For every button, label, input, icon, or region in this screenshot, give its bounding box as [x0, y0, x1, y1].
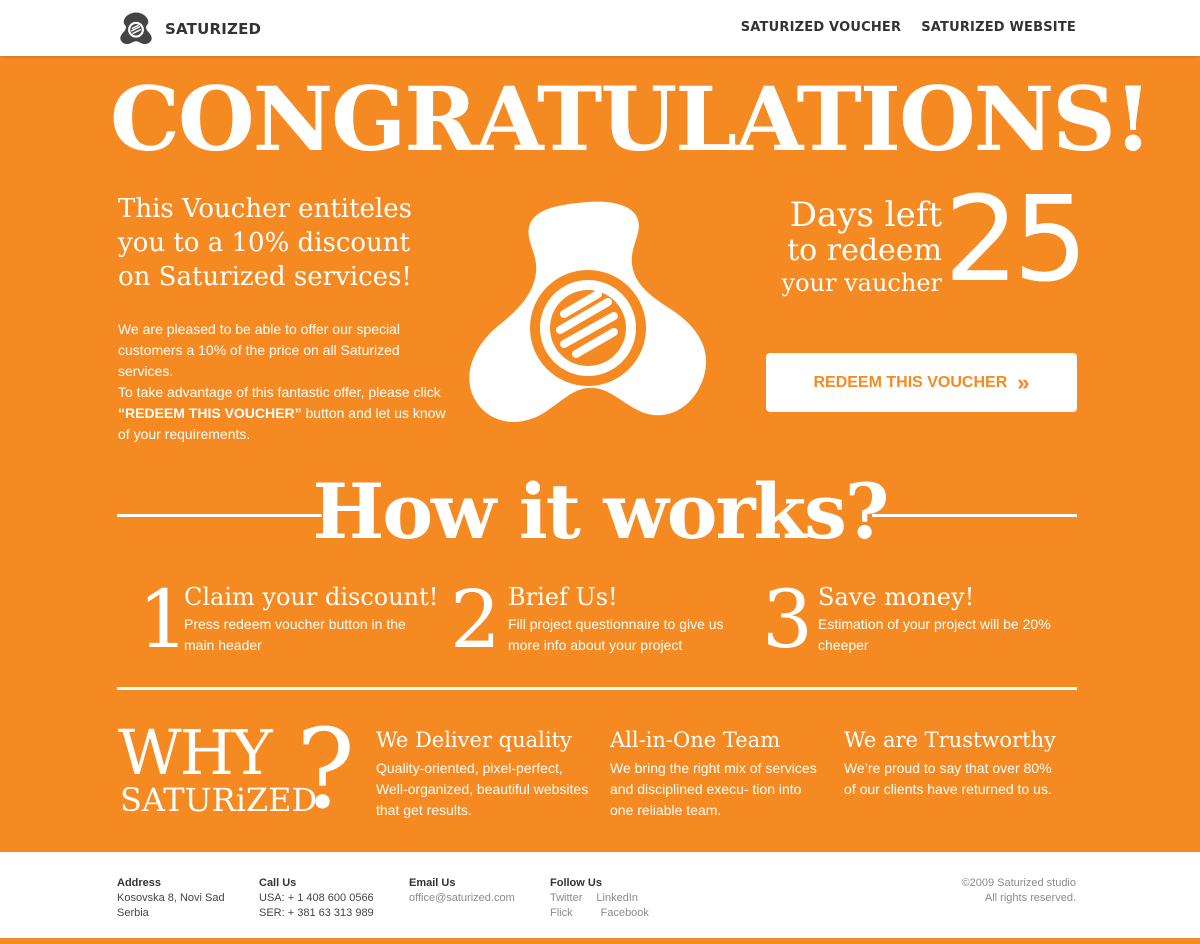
how-it-works-title: How it works?	[312, 467, 888, 556]
description-paragraph-1: We are pleased to be able to offer our special customers a 10% of the price on all Saturized services.	[118, 321, 400, 379]
nav-saturized-voucher[interactable]: SATURIZED VOUCHER	[740, 20, 902, 35]
footer-stripe	[0, 938, 1200, 944]
main-nav	[741, 20, 1076, 35]
saturized-logo-icon	[117, 11, 155, 47]
how-it-works-rule-left	[117, 514, 322, 517]
description-emphasis: “REDEEM THIS VOUCHER”	[118, 405, 302, 421]
days-left-line-2: to redeem	[787, 233, 942, 268]
voucher-description	[118, 319, 448, 445]
feature-team	[610, 726, 825, 821]
footer-address	[117, 876, 225, 921]
days-left-line-1: Days left	[789, 195, 942, 235]
brand-name: SATURIZED	[165, 20, 262, 38]
description-paragraph-2-start: To take advantage of this fantastic offer, please click	[118, 384, 441, 400]
copyright	[961, 876, 1076, 906]
feature-title: All-in-One Team	[610, 728, 781, 752]
double-chevron-right-icon: »	[1017, 369, 1030, 395]
phone-usa: USA: + 1 408 600 0566	[259, 892, 374, 904]
email-link[interactable]: office@saturized.com	[409, 892, 515, 904]
address-line-1: Kosovska 8, Novi Sad	[117, 892, 225, 904]
footer-heading: Email Us	[409, 877, 456, 889]
phone-serbia: SER: + 381 63 313 989	[259, 907, 374, 919]
footer-heading: Call Us	[259, 877, 297, 889]
footer-heading: Address	[117, 877, 162, 889]
footer-call	[259, 876, 374, 921]
footer-heading: Follow Us	[550, 877, 602, 889]
why-line-2: SATURiZED	[120, 781, 318, 819]
footer	[0, 852, 1200, 938]
flick-link[interactable]: Flick	[550, 907, 573, 919]
question-mark: ?	[296, 705, 355, 833]
brand-logo[interactable]	[117, 11, 261, 47]
congratulations-headline: CONGRATULATIONS!	[110, 67, 1151, 171]
feature-description: Quality-oriented, pixel-perfect, Well-organized, beautiful websites that get results.	[376, 760, 589, 818]
section-divider	[117, 687, 1077, 690]
feature-trust	[844, 726, 1059, 800]
saturized-emblem-icon	[468, 198, 708, 438]
redeem-voucher-label: REDEEM THIS VOUCHER	[813, 373, 1008, 391]
footer-follow	[550, 876, 649, 921]
nav-saturized-website[interactable]: SATURIZED WEBSITE	[921, 20, 1076, 35]
step-title: Claim your discount!	[184, 583, 439, 611]
feature-quality	[376, 726, 591, 821]
days-left-line-3: your vaucher	[781, 269, 942, 297]
step-description: Fill project questionnaire to give us more info about your project	[508, 616, 724, 653]
how-it-works-rule-right	[872, 514, 1077, 517]
step-title: Save money!	[818, 583, 975, 611]
step-description: Estimation of your project will be 20% cheeper	[818, 616, 1051, 653]
days-left-label	[766, 196, 942, 298]
days-left-count: 25	[944, 170, 1083, 308]
step-number: 2	[450, 573, 501, 666]
feature-title: We Deliver quality	[376, 728, 572, 752]
feature-description: We bring the right mix of services and disciplined execu- tion into one reliable team.	[610, 760, 817, 818]
top-bar	[0, 0, 1200, 56]
linkedin-link[interactable]: LinkedIn	[596, 892, 638, 904]
step-number: 1	[138, 573, 189, 666]
description-paragraph-2-end: button and let us know of your requirements.	[118, 405, 446, 442]
step-description: Press redeem voucher button in the main header	[184, 616, 406, 653]
copyright-line-1: ©2009 Saturized studio	[961, 877, 1076, 889]
twitter-link[interactable]: Twitter	[550, 892, 583, 904]
feature-title: We are Trustworthy	[844, 728, 1056, 752]
voucher-lead-text: This Voucher entiteles you to a 10% discount on Saturized services!	[118, 194, 412, 292]
step-number: 3	[762, 573, 813, 666]
copyright-line-2: All rights reserved.	[984, 892, 1076, 904]
why-line-1: WHY	[118, 716, 271, 789]
footer-email	[409, 876, 515, 906]
facebook-link[interactable]: Facebook	[600, 907, 649, 919]
step-title: Brief Us!	[508, 583, 618, 611]
address-line-2: Serbia	[117, 907, 149, 919]
redeem-voucher-button[interactable]	[766, 353, 1077, 412]
feature-description: We’re proud to say that over 80% of our clients have returned to us.	[844, 760, 1052, 797]
